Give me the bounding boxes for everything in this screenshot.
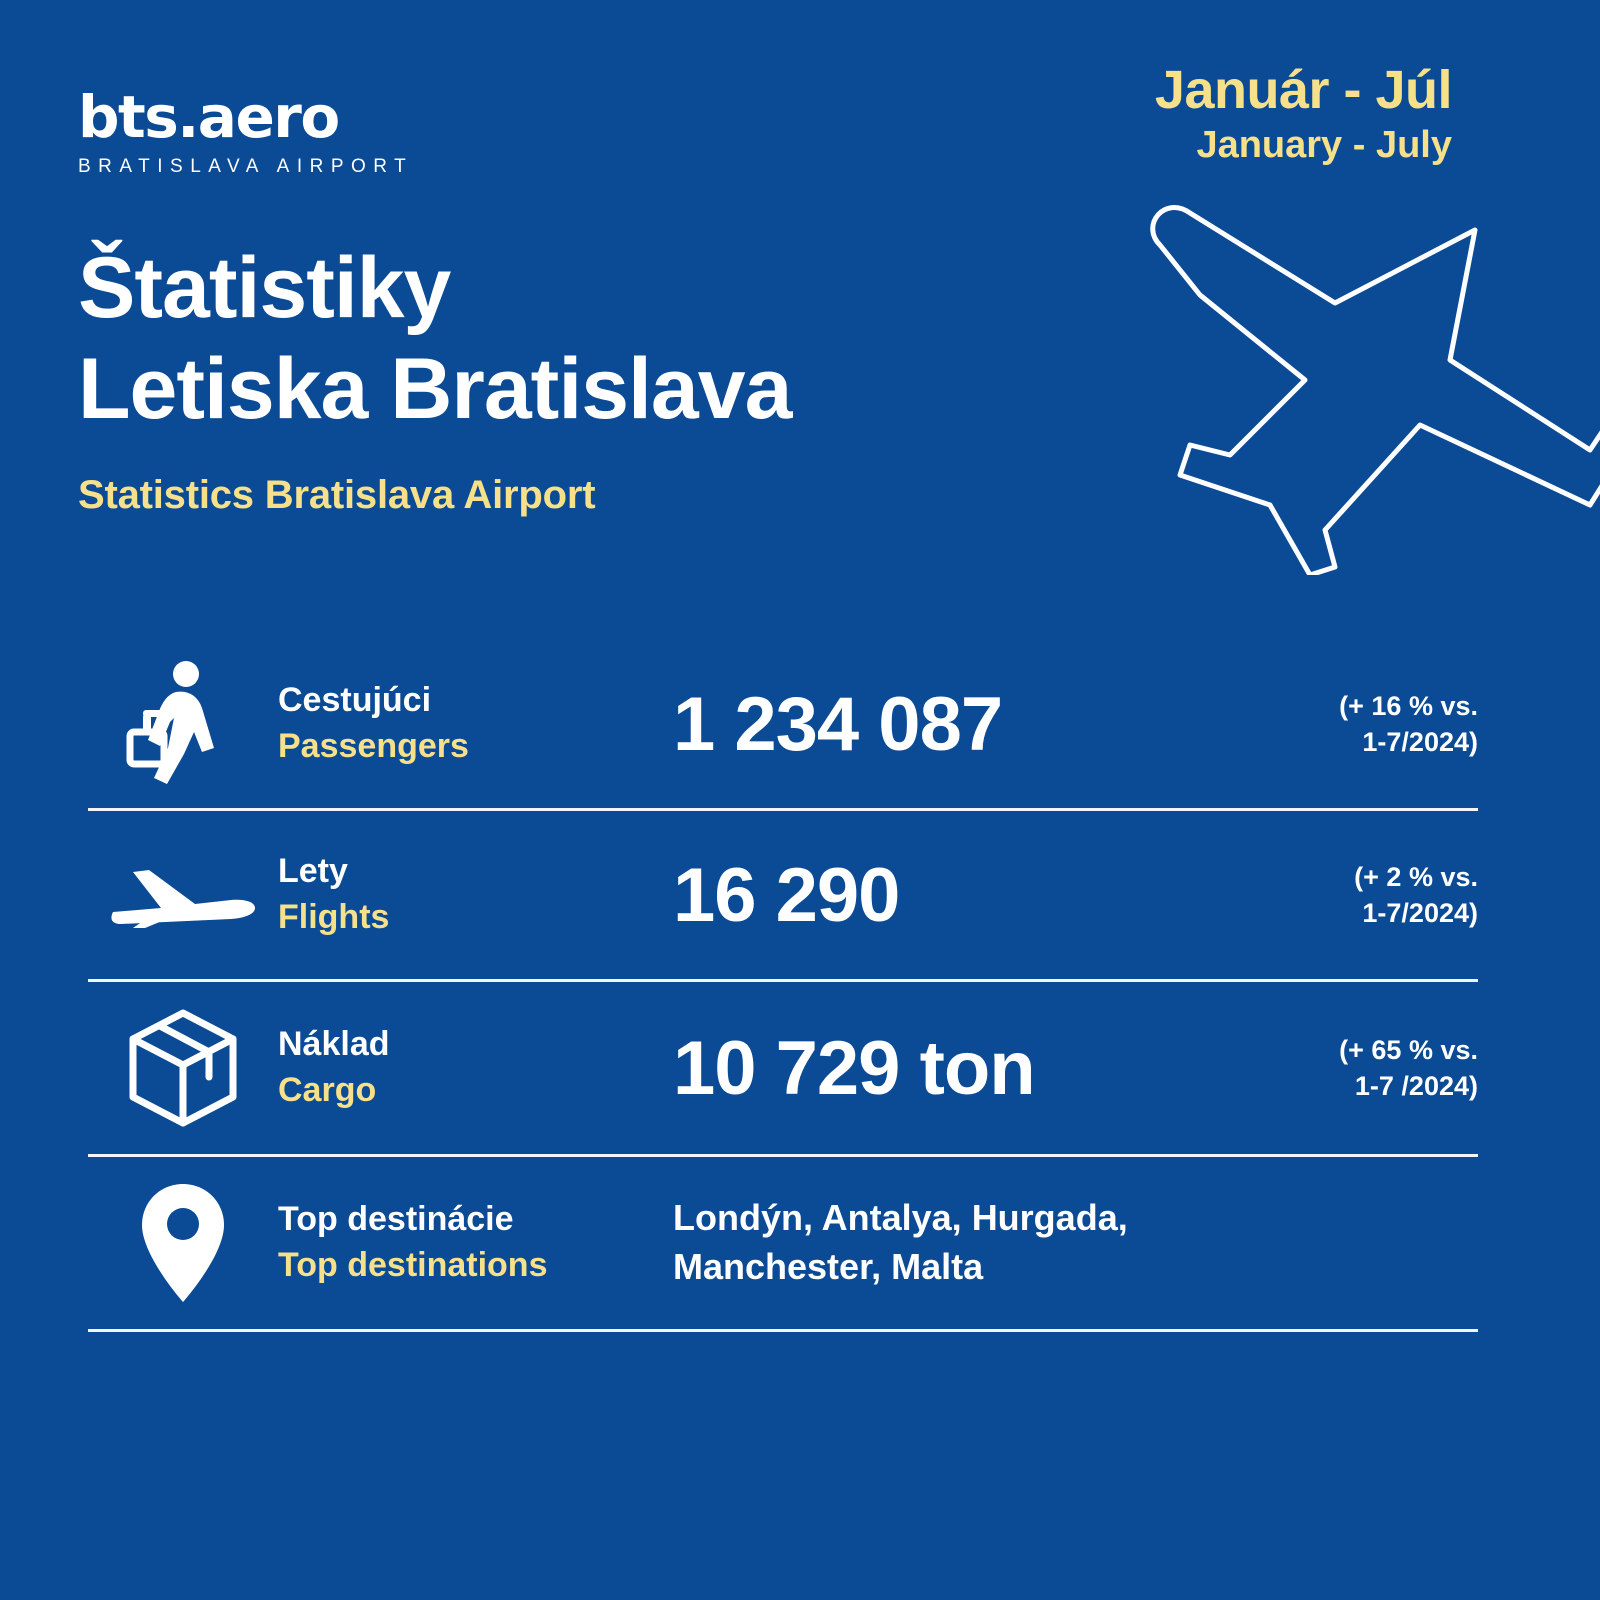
title-line-1: Štatistiky — [78, 240, 451, 336]
cargo-box-glyph — [123, 1005, 243, 1131]
stat-label-top-destinations — [278, 1197, 673, 1289]
brand-logo — [78, 83, 414, 178]
stat-value-flights: 16 290 — [673, 852, 900, 938]
delta-line-2: 1-7 /2024) — [1354, 1071, 1478, 1101]
map-pin-glyph — [137, 1180, 229, 1306]
stats-list — [88, 640, 1478, 1332]
passenger-with-luggage-icon — [88, 660, 278, 788]
airplane-icon — [88, 850, 278, 940]
logo-wordmark: bts.aero — [78, 83, 339, 151]
airplane-glyph — [103, 850, 263, 940]
stat-label-passengers — [278, 678, 673, 770]
delta-line-2: 1-7/2024) — [1362, 727, 1478, 757]
delta-line-2: 1-7/2024) — [1362, 898, 1478, 928]
cargo-box-icon — [88, 1005, 278, 1131]
page-title — [78, 238, 791, 518]
logo-tagline: BRATISLAVA AIRPORT — [78, 156, 414, 177]
stat-row-passengers — [88, 640, 1478, 808]
period-block — [1155, 62, 1452, 168]
delta-line-1: (+ 65 % vs. — [1339, 1034, 1478, 1065]
stat-delta-cargo — [1278, 1032, 1478, 1105]
title-subtitle-en: Statistics Bratislava Airport — [78, 472, 596, 517]
label-en: Top destinations — [278, 1246, 548, 1284]
stat-value-cargo: 10 729 ton — [673, 1025, 1035, 1111]
stat-delta-passengers — [1278, 688, 1478, 761]
row-divider-bottom — [88, 1329, 1478, 1332]
stat-row-top-destinations — [88, 1157, 1478, 1329]
label-en: Passengers — [278, 727, 469, 765]
delta-line-1: (+ 16 % vs. — [1339, 690, 1478, 721]
label-en: Flights — [278, 898, 390, 936]
passenger-with-luggage-glyph — [124, 660, 242, 788]
stat-row-flights — [88, 811, 1478, 979]
map-pin-icon — [88, 1180, 278, 1306]
title-line-2: Letiska Bratislava — [78, 341, 792, 438]
stat-label-cargo — [278, 1022, 673, 1114]
label-sk: Lety — [278, 852, 348, 891]
label-sk: Náklad — [278, 1025, 390, 1064]
stat-delta-flights — [1278, 859, 1478, 932]
label-sk: Top destinácie — [278, 1200, 514, 1239]
stat-row-cargo — [88, 982, 1478, 1154]
stat-value-top-destinations: Londýn, Antalya, Hurgada, Manchester, Malta — [673, 1197, 1128, 1287]
period-en: January - July — [1196, 123, 1452, 166]
period-sk: Január - Júl — [1154, 60, 1452, 120]
stat-value-passengers: 1 234 087 — [673, 681, 1003, 767]
delta-line-1: (+ 2 % vs. — [1354, 861, 1478, 892]
plane-outline-icon — [1120, 175, 1600, 575]
label-en: Cargo — [278, 1071, 377, 1109]
label-sk: Cestujúci — [278, 681, 432, 720]
stat-label-flights — [278, 849, 673, 941]
